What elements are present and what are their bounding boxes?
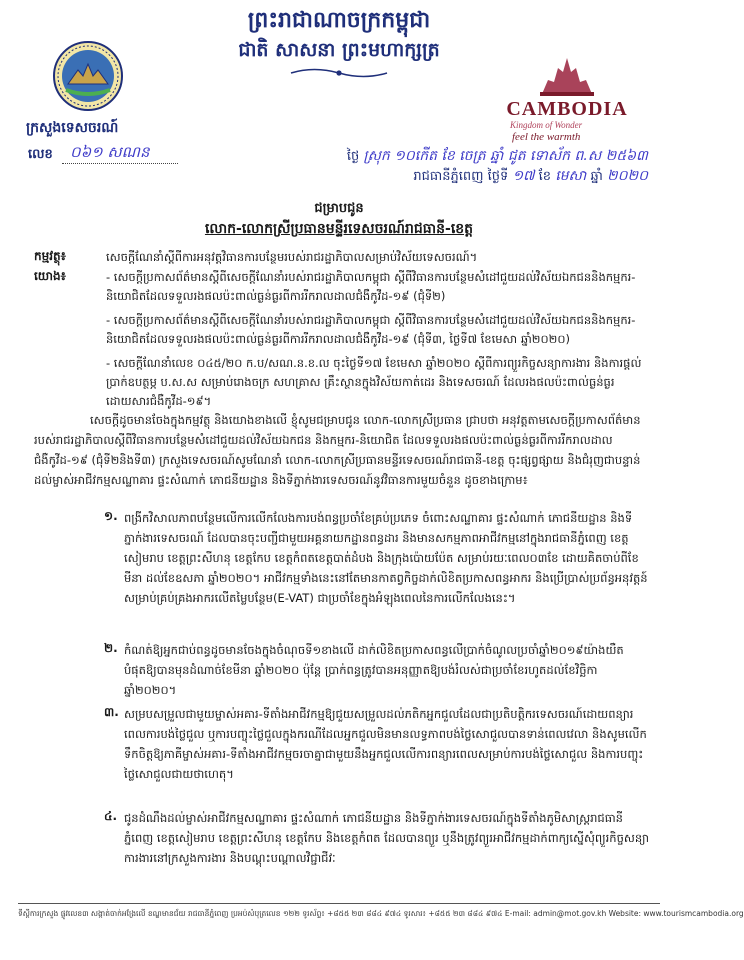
item-text: សម្របសម្រួលជាមួយម្ចាស់អគារ-ទីតាំងអាជីវកម្មឱ្យជួយសម្រួលដល់ភតិកអ្នកជួលដែលជាប្រតិបត្តិករទេសចរណ៍ដោយពន្យារពេលការបង់ថ្លៃជួល ឬការបញ្ចុះថ្លៃជួលក្នុងករណីដែលអ្នកជួលមិនមានលទ្ធភាពបង់ថ្លៃសោជួលបានទាន់ពេលវេលា និងសូមលើកទឹកចិត្តឱ្យភាគីម្ចាស់អគារ-ទីតាំងអាជីវកម្មចរចាគ្នាជាមួយនឹងអ្នកជួលលើការពន្យារពេលសម្រាប់ការបង់ថ្លៃសោជួល និងការបញ្ចុះថ្លៃសោជួលជាយថាហេតុ។ — [124, 707, 647, 781]
date-year: ២០២០ — [606, 168, 648, 184]
item-number: ៣. — [104, 705, 119, 719]
recipient-heading: លោក-លោកស្រីប្រធានមន្ទីរទេសចរណ៍រាជធានី-ខេត្ត — [204, 221, 474, 237]
lunar-date — [347, 146, 648, 167]
footer-contact: ទីស្តីការក្រសួង ផ្លូវលេខ៣ សង្កាត់ចាក់អង្រែលើ ខណ្ឌមានជ័យ រាជធានីភ្នំពេញ ប្រអប់សំបុត្រលេខ ១២២ ទូរស័ព្ទ៖ +៨៥៥ ២៣ ៨៨៤ ៩៧៤ ទូរសារ៖ +៨៥៥ ២៣ ៨៨៤ ៩៧៤ E-mail: admin@mot.gov.kh Website: www.tourismcambodia.org — [18, 909, 744, 918]
date-year-prefix: ឆ្នាំ — [590, 169, 603, 184]
brand-tagline: feel the warmth — [512, 131, 581, 143]
subject-text: សេចក្តីណែនាំស្តីពីការអនុវត្តវិធានការបន្ថែមរបស់រាជរដ្ឋាភិបាលសម្រាប់វិស័យទេសចរណ៍។ — [106, 250, 478, 264]
reference-item: - សេចក្តីណែនាំលេខ ០៤៥/២០ ក.ប/សណ.ន.ខ.ល ចុះថ្ងៃទី១៧ ខែមេសា ឆ្នាំ២០២០ ស្តីពីការព្យួរកិច្ចសន្យាការងារ និងការផ្តល់ប្រាក់ឧបត្ថម្ភ ប.ស.ស សម្រាប់រោងចក្រ សហគ្រាស គ្រឹះស្ថានក្នុងវិស័យកាត់ដេរ និងទេសចរណ៍ ដែលរងផលប៉ះពាល់ធ្ងន់ធ្ងរដោយសារជំងឺកូវីដ-១៩។ — [106, 356, 642, 408]
item-text: ជូនដំណឹងដល់ម្ចាស់អាជីវកម្មសណ្ឋាគារ ផ្ទះសំណាក់ ភោជនីយដ្ឋាន និងទីភ្នាក់ងារទេសចរណ៍ក្នុងទីតាំងភូមិសាស្ត្ររាជធានីភ្នំពេញ ខេត្តសៀមរាប ខេត្តព្រះសីហនុ ខេត្តកែប និងខេត្តកំពត ដែលបានព្យួរ ឬនឹងត្រូវព្យួរអាជីវកម្មដាក់ពាក្យស្នើសុំព្យួរកិច្ចសន្យាការងារនៅក្រសួងការងារ និងបណ្តុះបណ្តាលវិជ្ជាជីវៈ — [124, 811, 650, 865]
cambodia-brand-logo — [492, 54, 642, 143]
brand-name: CAMBODIA — [506, 98, 628, 120]
national-motto: ជាតិ សាសនា ព្រះមហាក្សត្រ — [238, 39, 440, 61]
salutation-heading: ជម្រាបជូន — [314, 201, 364, 216]
reference-number: ០៦១ សណន — [70, 143, 150, 161]
lunar-date-value: ស្រុក ១០កើត ខែ ចេត្រ ឆ្នាំ ជូត ទោស័ក ព.ស ២៥៦៣ — [363, 148, 648, 164]
references-label: យោង៖ — [34, 269, 66, 283]
item-text: កំណត់ឱ្យអ្នកជាប់ពន្ធដូចមានចែងក្នុងចំណុចទី១ខាងលើ ដាក់លិខិតប្រកាសពន្ធលើប្រាក់ចំណូលប្រចាំឆ្នាំ២០១៩យ៉ាងយឺតបំផុតឱ្យបានមុនដំណាច់ខែមីនា ឆ្នាំ២០២០ ប៉ុន្តែ ប្រាក់ពន្ធត្រូវបានអនុញ្ញាតឱ្យបង់រំលស់ជាប្រចាំខែរហូតដល់ខែវិច្ឆិកា ឆ្នាំ២០២០។ — [124, 643, 624, 697]
date-month: មេសា — [555, 168, 587, 184]
angkor-temple-icon — [536, 54, 598, 96]
footer-divider — [18, 903, 660, 904]
brand-subtitle: Kingdom of Wonder — [510, 120, 583, 130]
subject-label: កម្មវត្ថុ៖ — [34, 249, 66, 263]
reference-item: - សេចក្តីប្រកាសព័ត៌មានស្តីពីសេចក្តីណែនាំរបស់រាជរដ្ឋាភិបាលកម្ពុជា ស្តីពីវិធានការបន្ថែមសំដៅជួយដល់វិស័យឯកជននិងកម្មករ-និយោជិតដែលទទួលរងផលប៉ះពាល់ធ្ងន់ធ្ងរពីការរីករាលដាលជំងឺកូវីដ-១៩ (ជុំទី២) — [106, 270, 636, 303]
lunar-date-prefix: ថ្ងៃ — [346, 149, 360, 164]
ministry-name: ក្រសួងទេសចរណ៍ — [26, 120, 119, 136]
reference-underline — [62, 163, 178, 164]
body-intro-paragraph: សេចក្តីដូចមានចែងក្នុងកម្មវត្ថុ និងយោងខាងលើ ខ្ញុំសូមជម្រាបជូន លោក-លោកស្រីប្រធាន ជ្រាបថា អនុវត្តតាមសេចក្តីប្រកាសព័ត៌មានរបស់រាជរដ្ឋាភិបាលស្តីពីវិធានការបន្ថែមសំដៅជួយដល់វិស័យឯកជន និងកម្មករ-និយោជិត ដែលទទួលរងផលប៉ះពាល់ធ្ងន់ធ្ងរពីការរីករាលដាលជំងឺកូវីដ-១៩ (ជុំទី២និងទី៣) ក្រសួងទេសចរណ៍សូមណែនាំ លោក-លោកស្រីប្រធានមន្ទីរទេសចរណ៍រាជធានី-ខេត្ត ចុះផ្សព្វផ្សាយ និងជំរុញជាបន្ទាន់ដល់ម្ចាស់អាជីវកម្មសណ្ឋាគារ ផ្ទះសំណាក់ ភោជនីយដ្ឋាន និងទីភ្នាក់ងារទេសចរណ៍នូវវិធានការមួយចំនួន ដូចខាងក្រោម៖ — [34, 413, 641, 487]
date-day: ១៧ — [512, 168, 535, 184]
city-date-prefix: រាជធានីភ្នំពេញ ថ្ងៃទី — [413, 169, 509, 184]
reference-label: លេខ — [28, 147, 53, 162]
gregorian-date — [413, 166, 648, 187]
reference-item: - សេចក្តីប្រកាសព័ត៌មានស្តីពីសេចក្តីណែនាំរបស់រាជរដ្ឋាភិបាលកម្ពុជា ស្តីពីវិធានការបន្ថែមសំដៅជួយដល់វិស័យឯកជននិងកម្មករ-និយោជិតដែលទទួលរងផលប៉ះពាល់ធ្ងន់ធ្ងរពីការរីករាលដាលជំងឺកូវីដ-១៩ (ជុំទី៣, ថ្ងៃទី៧ ខែមេសា ឆ្នាំ២០២០) — [106, 313, 636, 346]
item-text: ពង្រីកវិសាលភាពបន្ថែមលើការលើកលែងការបង់ពន្ធប្រចាំខែគ្រប់ប្រភេទ ចំពោះសណ្ឋាគារ ផ្ទះសំណាក់ ភោជនីយដ្ឋាន និងទីភ្នាក់ងារទេសចរណ៍ ដែលបានចុះបញ្ជីជាមួយអគ្គនាយកដ្ឋានពន្ធដារ និងមានសកម្មភាពអាជីវកម្មនៅក្នុងរាជធានីភ្នំពេញ ខេត្តសៀមរាប ខេត្តព្រះសីហនុ ខេត្តកែប ខេត្តកំពតខេត្តបាត់ដំបង និងក្រុងប៉ោយប៉ែត សម្រាប់រយៈពេល០៣ខែ ដោយគិតចាប់ពីខែមីនា ដល់ខែឧសភា ឆ្នាំ២០២០។ អាជីវកម្មទាំងនេះនៅតែមានកាតព្វកិច្ចដាក់លិខិតប្រកាសពន្ធអាករ និងប្រើប្រាស់ប្រព័ន្ធអនុវត្តន៍សម្រាប់គ្រប់គ្រងអាករលើតម្លៃបន្ថែម(E-VAT) ជាប្រចាំខែក្នុងអំឡុងពេលនៃការលើកលែងនេះ។ — [124, 511, 648, 605]
ministry-seal-icon — [52, 40, 124, 112]
date-month-prefix: ខែ — [538, 169, 552, 184]
item-number: ១. — [104, 509, 118, 523]
kingdom-heading: ព្រះរាជាណាចក្រកម្ពុជា — [247, 7, 431, 33]
item-number: ២. — [104, 641, 118, 655]
ornament-divider-icon — [289, 66, 389, 80]
item-number: ៤. — [104, 809, 118, 823]
